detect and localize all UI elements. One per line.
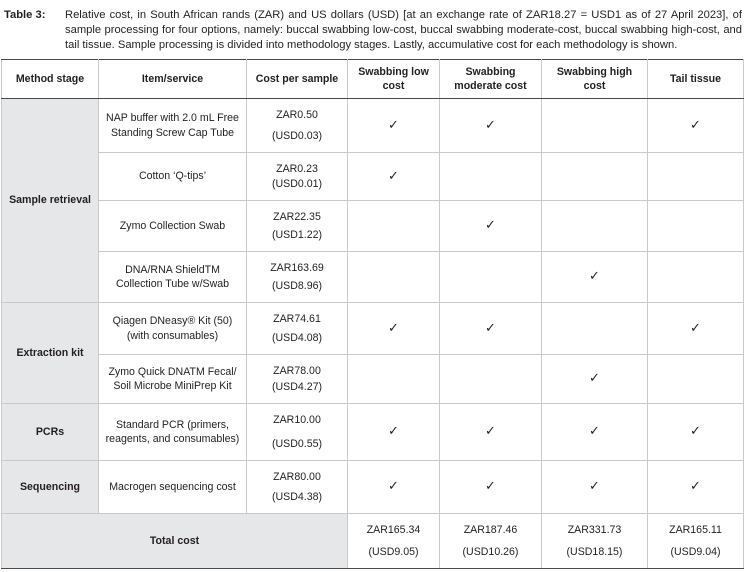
cost-cell bbox=[247, 461, 348, 514]
check-mark-icon: ✓ bbox=[388, 423, 399, 439]
check-cell bbox=[542, 201, 648, 252]
header-item-service: Item/service bbox=[99, 60, 247, 99]
stage-extraction-kit: Extraction kit bbox=[2, 303, 99, 404]
item-cell: Zymo Collection Swab bbox=[99, 201, 247, 252]
cost-zar: ZAR80.00 bbox=[273, 471, 321, 483]
check-cell bbox=[648, 252, 744, 303]
check-cell bbox=[348, 252, 440, 303]
check-cell bbox=[440, 201, 542, 252]
total-tail-cost bbox=[648, 514, 744, 569]
item-cell: Zymo Quick DNATM Fecal/ Soil Microbe MiniPrep Kit bbox=[99, 355, 247, 404]
item-cell: Macrogen sequencing cost bbox=[99, 461, 247, 514]
check-cell bbox=[648, 99, 744, 153]
table-row bbox=[2, 99, 744, 153]
check-cell bbox=[440, 99, 542, 153]
table-row bbox=[2, 201, 744, 252]
check-mark-icon: ✓ bbox=[485, 423, 496, 439]
total-low-cost bbox=[348, 514, 440, 569]
header-cost-per-sample: Cost per sample bbox=[247, 60, 348, 99]
check-cell bbox=[542, 252, 648, 303]
check-cell bbox=[648, 355, 744, 404]
check-mark-icon: ✓ bbox=[388, 167, 399, 183]
table-row bbox=[2, 252, 744, 303]
total-label: Total cost bbox=[2, 514, 348, 569]
header-tail-tissue: Tail tissue bbox=[648, 60, 744, 99]
table-row bbox=[2, 355, 744, 404]
cost-usd: (USD1.22) bbox=[271, 228, 323, 241]
check-cell bbox=[348, 404, 440, 461]
cost-usd: (USD4.27) bbox=[271, 380, 323, 393]
cost-zar: ZAR0.23 bbox=[276, 163, 318, 175]
check-mark-icon: ✓ bbox=[589, 423, 600, 439]
item-cell: Standard PCR (primers, reagents, and consumables) bbox=[99, 404, 247, 461]
check-mark-icon: ✓ bbox=[388, 478, 399, 494]
cost-usd: (USD0.03) bbox=[271, 129, 323, 142]
cost-usd: (USD10.26) bbox=[462, 545, 519, 558]
check-cell bbox=[542, 303, 648, 355]
table-row bbox=[2, 303, 744, 355]
cost-zar: ZAR331.73 bbox=[567, 524, 622, 536]
total-high-cost bbox=[542, 514, 648, 569]
cost-zar: ZAR187.46 bbox=[463, 524, 518, 536]
cost-usd: (USD4.38) bbox=[271, 490, 323, 503]
caption-label: Table 3: bbox=[4, 9, 46, 21]
check-cell bbox=[348, 303, 440, 355]
check-cell bbox=[542, 461, 648, 514]
header-method-stage: Method stage bbox=[2, 60, 99, 99]
check-cell bbox=[542, 404, 648, 461]
cost-zar: ZAR74.61 bbox=[273, 313, 321, 325]
cost-cell bbox=[247, 303, 348, 355]
cost-zar: ZAR165.11 bbox=[669, 524, 722, 536]
check-mark-icon: ✓ bbox=[485, 478, 496, 494]
stage-sample-retrieval: Sample retrieval bbox=[2, 99, 99, 303]
stage-pcrs: PCRs bbox=[2, 404, 99, 461]
cost-usd: (USD9.05) bbox=[368, 545, 419, 558]
stage-sequencing: Sequencing bbox=[2, 461, 99, 514]
cost-zar: ZAR0.50 bbox=[276, 109, 318, 121]
check-cell bbox=[440, 461, 542, 514]
header-swabbing-moderate-cost: Swabbing moderate cost bbox=[440, 60, 542, 99]
check-cell bbox=[648, 404, 744, 461]
cost-cell bbox=[247, 355, 348, 404]
cost-usd: (USD0.55) bbox=[271, 437, 323, 450]
check-mark-icon: ✓ bbox=[589, 268, 600, 284]
check-cell bbox=[348, 201, 440, 252]
check-mark-icon: ✓ bbox=[485, 116, 496, 132]
check-cell bbox=[440, 303, 542, 355]
caption-text: Relative cost, in South African rands (ZAR) and US dollars (USD) [at an exchange rate of ZAR18.27 = USD1 as of 27 April 2023], of sample processing for four options, namely: buccal swabbing low-cost, buccal swabbing moderate-cost, buccal swabbing high-cost, and tail tissue. Sample processing is divided into methodology stages. Lastly, accumulative cost for each methodology is shown. bbox=[65, 9, 742, 51]
cost-usd: (USD9.04) bbox=[670, 545, 721, 558]
item-cell: Qiagen DNeasy® Kit (50) (with consumables) bbox=[99, 303, 247, 355]
cost-cell bbox=[247, 153, 348, 201]
header-row bbox=[2, 60, 744, 99]
check-cell bbox=[440, 153, 542, 201]
check-cell bbox=[542, 99, 648, 153]
check-cell bbox=[440, 252, 542, 303]
check-cell bbox=[348, 153, 440, 201]
cost-zar: ZAR78.00 bbox=[273, 365, 321, 377]
cost-table bbox=[1, 59, 744, 569]
item-cell: NAP buffer with 2.0 mL Free Standing Screw Cap Tube bbox=[99, 99, 247, 153]
check-mark-icon: ✓ bbox=[690, 319, 701, 335]
check-mark-icon: ✓ bbox=[690, 423, 701, 439]
check-cell bbox=[542, 355, 648, 404]
table-row bbox=[2, 461, 744, 514]
check-cell bbox=[648, 461, 744, 514]
table-row bbox=[2, 153, 744, 201]
cost-cell bbox=[247, 252, 348, 303]
check-cell bbox=[648, 201, 744, 252]
check-cell bbox=[440, 355, 542, 404]
check-cell bbox=[348, 461, 440, 514]
cost-zar: ZAR163.69 bbox=[270, 262, 324, 274]
check-mark-icon: ✓ bbox=[589, 370, 600, 386]
header-swabbing-high-cost: Swabbing high cost bbox=[542, 60, 648, 99]
check-cell bbox=[440, 404, 542, 461]
check-mark-icon: ✓ bbox=[388, 116, 399, 132]
check-cell bbox=[648, 303, 744, 355]
cost-cell bbox=[247, 201, 348, 252]
cost-zar: ZAR165.34 bbox=[366, 524, 421, 536]
check-mark-icon: ✓ bbox=[388, 319, 399, 335]
check-cell bbox=[348, 99, 440, 153]
check-cell bbox=[348, 355, 440, 404]
check-mark-icon: ✓ bbox=[589, 478, 600, 494]
cost-cell bbox=[247, 404, 348, 461]
cost-zar: ZAR22.35 bbox=[273, 211, 321, 223]
total-moderate-cost bbox=[440, 514, 542, 569]
check-mark-icon: ✓ bbox=[690, 478, 701, 494]
check-mark-icon: ✓ bbox=[485, 217, 496, 233]
total-row bbox=[2, 514, 744, 569]
item-cell: Cotton ‘Q-tips’ bbox=[99, 153, 247, 201]
cost-zar: ZAR10.00 bbox=[273, 414, 321, 426]
cost-usd: (USD18.15) bbox=[566, 545, 623, 558]
cost-usd: (USD8.96) bbox=[271, 279, 323, 292]
check-cell bbox=[542, 153, 648, 201]
check-mark-icon: ✓ bbox=[690, 116, 701, 132]
check-cell bbox=[648, 153, 744, 201]
header-swabbing-low-cost: Swabbing low cost bbox=[348, 60, 440, 99]
check-mark-icon: ✓ bbox=[485, 319, 496, 335]
cost-cell bbox=[247, 99, 348, 153]
cost-usd: (USD0.01) bbox=[271, 177, 323, 190]
cost-usd: (USD4.08) bbox=[271, 331, 323, 344]
item-cell: DNA/RNA ShieldTM Collection Tube w/Swab bbox=[99, 252, 247, 303]
table-row bbox=[2, 404, 744, 461]
